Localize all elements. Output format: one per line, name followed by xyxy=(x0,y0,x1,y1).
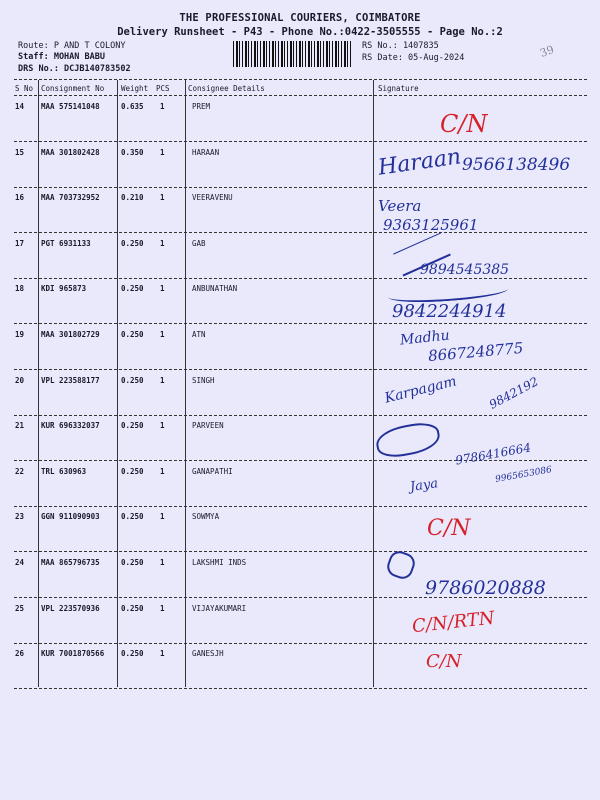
row-sno: 14 xyxy=(15,102,25,111)
signature-scribble: Karpagam xyxy=(383,373,459,407)
row-consignee: LAKSHMI INDS xyxy=(192,558,247,567)
row-weight: 0.350 xyxy=(121,147,144,157)
row-weight: 0.250 xyxy=(121,284,144,294)
signature-cn-rtn: C/N/RTN xyxy=(411,607,496,638)
row-weight: 0.635 xyxy=(121,102,144,111)
row-consignment-no: MAA 301802428 xyxy=(41,147,100,157)
signature-scribble: Veera xyxy=(378,197,422,215)
row-weight: 0.210 xyxy=(121,193,144,203)
row-divider xyxy=(14,369,587,370)
row-consignment-no: TRL 630963 xyxy=(41,466,87,476)
row-divider xyxy=(14,323,587,324)
row-consignee: SINGH xyxy=(192,375,215,385)
row-weight: 0.250 xyxy=(121,421,144,431)
signature-phone: 9786020888 xyxy=(425,577,546,599)
company-title: THE PROFESSIONAL COURIERS, COIMBATORE xyxy=(179,12,421,24)
row-weight: 0.250 xyxy=(121,330,144,339)
row-sno: 23 xyxy=(15,512,25,522)
signature-phone: 9363125961 xyxy=(383,216,479,234)
row-sno: 15 xyxy=(15,147,25,157)
signature-phone: 9842192 xyxy=(486,374,541,412)
signature-phone: 9566138496 xyxy=(462,155,571,175)
row-divider xyxy=(14,643,587,644)
signature-phone: 9786416664 xyxy=(454,440,532,468)
row-divider xyxy=(14,232,587,233)
row-consignee: GANESJH xyxy=(192,649,224,659)
row-consignment-no: MAA 703732952 xyxy=(41,193,100,203)
row-consignment-no: KDI 965873 xyxy=(41,284,87,294)
row-sno: 19 xyxy=(15,330,25,339)
row-sno: 24 xyxy=(15,558,25,567)
col-header-consignee: Consignee Details xyxy=(188,84,265,93)
row-weight: 0.250 xyxy=(121,375,144,385)
signature-scribble: Madhu xyxy=(399,327,451,349)
col-header-weight: Weight xyxy=(121,84,149,93)
row-sno: 26 xyxy=(15,649,25,659)
rs-date: RS Date: 05-Aug-2024 xyxy=(362,53,465,63)
runsheet-subtitle: Delivery Runsheet - P43 - Phone No.:0422-3505555 - Page No.:2 xyxy=(117,26,503,38)
row-divider xyxy=(14,688,587,689)
rs-number: RS No.: 1407835 xyxy=(362,41,439,51)
row-consignment-no: MAA 865796735 xyxy=(41,558,100,567)
stamp-mark: 39 xyxy=(538,42,556,61)
row-consignment-no: GGN 911090903 xyxy=(41,512,100,522)
header-bottom-divider xyxy=(14,95,587,96)
signature-cn: C/N xyxy=(440,110,488,138)
row-consignee: GANAPATHI xyxy=(192,466,233,476)
row-weight: 0.250 xyxy=(121,558,144,567)
row-pcs: 1 xyxy=(160,421,165,431)
row-consignee: GAB xyxy=(192,238,206,248)
signature-scrawl xyxy=(384,548,417,581)
signature-scrawl xyxy=(374,420,442,461)
row-consignee: ATN xyxy=(192,330,206,339)
row-pcs: 1 xyxy=(160,193,165,203)
row-sno: 16 xyxy=(15,193,25,203)
row-sno: 21 xyxy=(15,421,25,431)
col-header-sno: S No xyxy=(15,84,34,93)
signature-phone: 9894545385 xyxy=(420,262,510,278)
row-consignee: SOWMYA xyxy=(192,512,220,522)
row-sno: 20 xyxy=(15,375,25,385)
row-weight: 0.250 xyxy=(121,466,144,476)
row-consignment-no: PGT 6931133 xyxy=(41,238,91,248)
barcode xyxy=(233,41,353,67)
col-divider xyxy=(373,80,374,687)
signature-cn: C/N xyxy=(426,651,462,672)
col-header-signature: Signature xyxy=(378,84,419,93)
row-divider xyxy=(14,460,587,461)
col-header-consignment: Consignment No xyxy=(41,84,105,93)
row-pcs: 1 xyxy=(160,238,165,248)
route-label: Route: P AND T COLONY xyxy=(18,41,126,51)
header-top-divider xyxy=(14,79,587,80)
row-consignment-no: KUR 7001870566 xyxy=(41,649,105,659)
row-consignee: ANBUNATHAN xyxy=(192,284,238,294)
signature-cn: C/N xyxy=(427,516,471,541)
row-consignment-no: VPL 223570936 xyxy=(41,603,100,613)
row-weight: 0.250 xyxy=(121,512,144,522)
row-pcs: 1 xyxy=(160,466,165,476)
row-consignment-no: MAA 301802729 xyxy=(41,330,100,339)
row-weight: 0.250 xyxy=(121,238,144,248)
row-pcs: 1 xyxy=(160,512,165,522)
row-weight: 0.250 xyxy=(121,603,144,613)
col-header-pcs: PCS xyxy=(156,84,170,93)
row-divider xyxy=(14,415,587,416)
row-divider xyxy=(14,506,587,507)
drs-number: DRS No.: DCJB140783502 xyxy=(18,64,131,74)
row-consignee: PARVEEN xyxy=(192,421,224,431)
row-sno: 17 xyxy=(15,238,25,248)
row-consignee: PREM xyxy=(192,102,211,111)
row-divider xyxy=(14,141,587,142)
row-consignee: HARAAN xyxy=(192,147,220,157)
row-consignee: VEERAVENU xyxy=(192,193,233,203)
row-consignment-no: MAA 575141048 xyxy=(41,102,100,111)
row-pcs: 1 xyxy=(160,558,165,567)
row-weight: 0.250 xyxy=(121,649,144,659)
signature-scribble: Jaya xyxy=(409,476,439,495)
signature-phone: 8667248775 xyxy=(427,338,525,366)
signature-phone: 9965653086 xyxy=(494,465,553,485)
col-divider xyxy=(38,80,39,687)
row-pcs: 1 xyxy=(160,330,165,339)
row-pcs: 1 xyxy=(160,603,165,613)
row-pcs: 1 xyxy=(160,102,165,111)
signature-phone: 9842244914 xyxy=(392,301,507,322)
row-consignment-no: KUR 696332037 xyxy=(41,421,100,431)
row-pcs: 1 xyxy=(160,284,165,294)
row-divider xyxy=(14,187,587,188)
row-pcs: 1 xyxy=(160,649,165,659)
col-divider xyxy=(185,80,186,687)
staff-label: Staff: MOHAN BABU xyxy=(18,52,105,62)
row-consignment-no: VPL 223588177 xyxy=(41,375,100,385)
row-sno: 25 xyxy=(15,603,25,613)
row-consignee: VIJAYAKUMARI xyxy=(192,603,247,613)
row-sno: 22 xyxy=(15,466,25,476)
row-divider xyxy=(14,551,587,552)
row-pcs: 1 xyxy=(160,147,165,157)
row-sno: 18 xyxy=(15,284,25,294)
row-pcs: 1 xyxy=(160,375,165,385)
signature-scribble: Haraan xyxy=(376,144,463,181)
col-divider xyxy=(117,80,118,687)
